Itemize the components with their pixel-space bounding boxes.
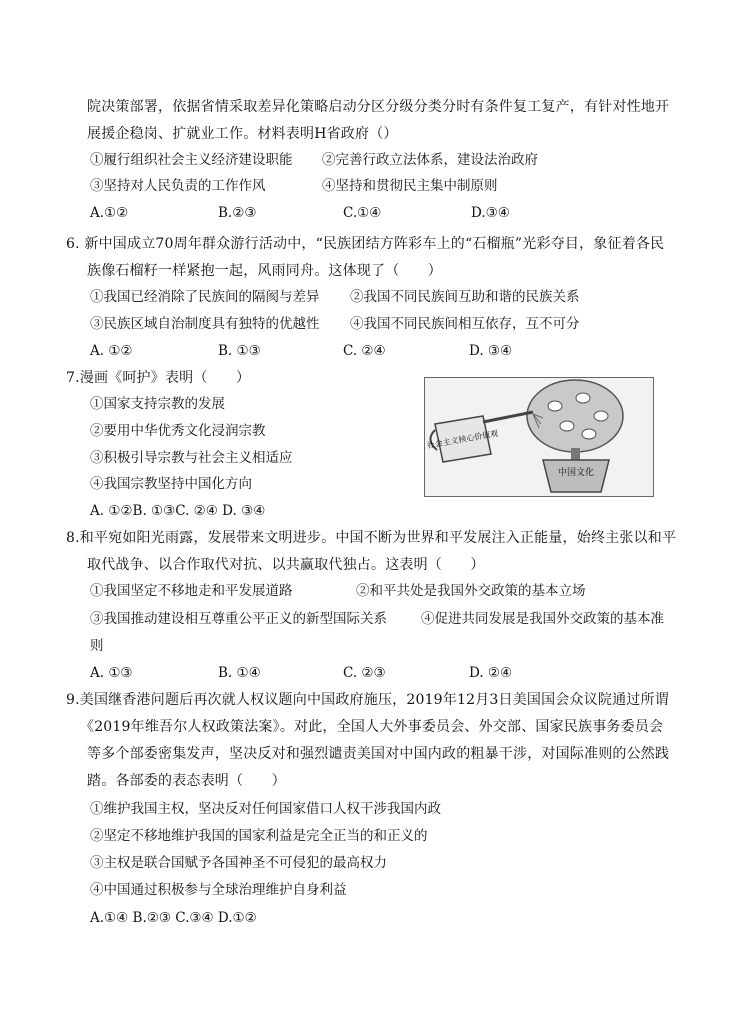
q7-stem: 7.漫画《呵护》表明（ ） xyxy=(66,370,251,386)
q8-statement-4-cont: 则 xyxy=(90,638,104,654)
q9-statement-1: ①维护我国主权，坚决反对任何国家借口人权干涉我国内政 xyxy=(90,801,441,817)
q6-option-c: C. ②④ xyxy=(343,343,386,359)
q5-statement-1: ①履行组织社会主义经济建设职能 xyxy=(90,152,293,168)
q5-option-a: A.①② xyxy=(90,205,129,221)
q9-stem-line3: 等多个部委密集发声，坚决反对和强烈谴责美国对中国内政的粗暴干涉，对国际准则的公然践 xyxy=(87,746,670,762)
q5-statement-4: ④坚持和贯彻民主集中制原则 xyxy=(322,178,498,194)
tree-canopy xyxy=(527,380,623,452)
q7-statement-2: ②要用中华优秀文化浸润宗教 xyxy=(90,423,266,439)
q6-statement-1: ①我国已经消除了民族间的隔阂与差异 xyxy=(90,289,320,305)
cartoon-image xyxy=(424,377,654,497)
kettle-label: 社会主义核心价值观 xyxy=(426,428,499,451)
q7-options: A. ①②B. ①③C. ②④ D. ③④ xyxy=(90,503,266,519)
q7-statement-3: ③积极引导宗教与社会主义相适应 xyxy=(90,450,293,466)
q9-stem-line1: 9.美国继香港问题后再次就人权议题向中国政府施压，2019年12月3日美国国会众议院通过所谓 xyxy=(66,692,669,708)
q6-statement-2: ②我国不同民族间互助和谐的民族关系 xyxy=(350,289,580,305)
q8-statement-2: ②和平共处是我国外交政策的基本立场 xyxy=(356,583,586,599)
fruit xyxy=(582,429,596,439)
q8-option-a: A. ①③ xyxy=(90,665,133,681)
q5-statement-3: ③坚持对人民负责的工作作风 xyxy=(90,178,266,194)
fruit xyxy=(560,421,574,431)
q9-statement-4: ④中国通过积极参与全球治理维护自身利益 xyxy=(90,882,347,898)
tree-trunk xyxy=(571,448,580,460)
q8-option-c: C. ②③ xyxy=(343,665,386,681)
q8-statement-1: ①我国坚定不移地走和平发展道路 xyxy=(90,583,293,599)
q5-statement-2: ②完善行政立法体系，建设法治政府 xyxy=(322,152,538,168)
q5-stem-line1: 院决策部署，依据省情采取差异化策略启动分区分级分类分时有条件复工复产，有针对性地开 xyxy=(87,99,670,115)
cartoon-svg xyxy=(425,378,653,496)
fruit xyxy=(548,401,562,411)
q9-stem-line2: 《2019年维吾尔人权政策法案》。对此，全国人大外事委员会、外交部、国家民族事务委员会 xyxy=(80,719,664,735)
q9-stem-line4: 踏。各部委的表态表明（ ） xyxy=(87,773,286,789)
q8-stem-line1: 8.和平宛如阳光雨露，发展带来文明进步。中国不断为世界和平发展注入正能量，始终主张以和平 xyxy=(66,530,677,546)
q8-statement-3: ③我国推动建设相互尊重公平正义的新型国际关系 xyxy=(90,611,387,627)
q5-option-d: D.③④ xyxy=(471,205,510,221)
pot-label: 中国文化 xyxy=(557,468,595,478)
q6-stem-line2: 族像石榴籽一样紧抱一起，风雨同舟。这体现了（ ） xyxy=(87,263,442,279)
q6-option-b: B. ①③ xyxy=(218,343,261,359)
q8-option-b: B. ①④ xyxy=(218,665,261,681)
q5-option-b: B.②③ xyxy=(218,205,257,221)
fruit xyxy=(594,411,608,421)
q8-statement-4: ④促进共同发展是我国外交政策的基本准 xyxy=(421,611,664,627)
q9-options: A.①④ B.②③ C.③④ D.①② xyxy=(90,910,257,926)
q8-stem-line2: 取代战争、以合作取代对抗、以共赢取代独占。这表明（ ） xyxy=(87,557,485,573)
q9-statement-2: ②坚定不移地维护我国的国家利益是完全正当的和正义的 xyxy=(90,828,428,844)
q6-stem-line1: 6. 新中国成立70周年群众游行活动中，“民族团结方阵彩车上的“石榴瓶”光彩夺目，象征着各民 xyxy=(66,236,665,252)
watering-can-spout xyxy=(483,412,533,422)
q8-option-d: D. ②④ xyxy=(469,665,513,681)
q5-stem-line2: 展援企稳岗、扩就业工作。材料表明H省政府（） xyxy=(87,126,398,142)
q9-statement-3: ③主权是联合国赋予各国神圣不可侵犯的最高权力 xyxy=(90,855,387,871)
q6-statement-4: ④我国不同民族间相互依存，互不可分 xyxy=(350,316,580,332)
q7-statement-4: ④我国宗教坚持中国化方向 xyxy=(90,476,252,492)
q6-option-d: D. ③④ xyxy=(469,343,513,359)
q6-statement-3: ③民族区域自治制度具有独特的优越性 xyxy=(90,316,320,332)
q5-option-c: C.①④ xyxy=(343,205,382,221)
q7-statement-1: ①国家支持宗教的发展 xyxy=(90,396,225,412)
q6-option-a: A. ①② xyxy=(90,343,133,359)
fruit xyxy=(576,393,590,403)
